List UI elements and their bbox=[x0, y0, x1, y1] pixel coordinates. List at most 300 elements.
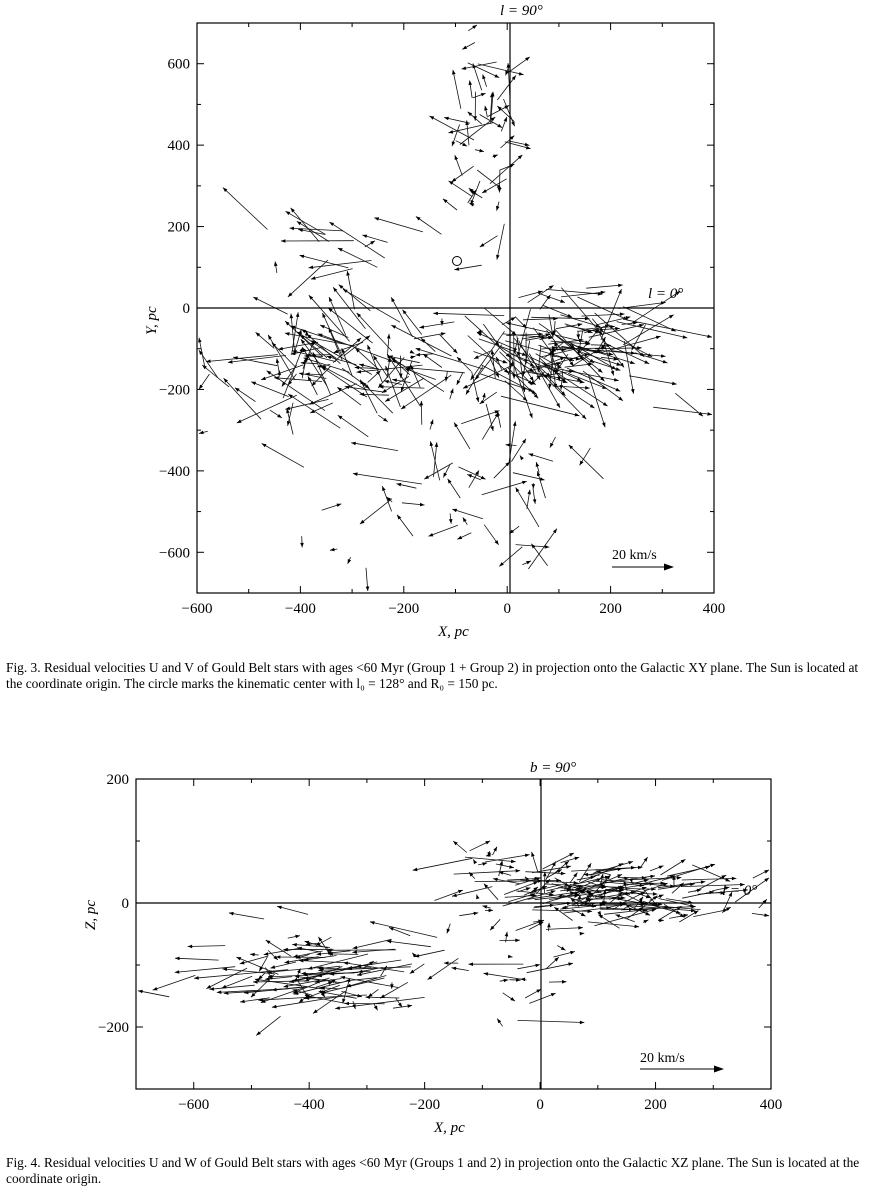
velocity-vector bbox=[223, 188, 268, 230]
velocity-arrowhead bbox=[240, 961, 245, 965]
velocity-arrowhead bbox=[318, 937, 322, 942]
velocity-vector bbox=[569, 445, 604, 479]
velocity-arrowhead bbox=[285, 960, 290, 964]
velocity-arrowhead bbox=[600, 874, 604, 879]
velocity-arrowhead bbox=[496, 206, 500, 211]
velocity-arrowhead bbox=[526, 561, 531, 565]
velocity-vector bbox=[546, 928, 583, 930]
velocity-vector bbox=[485, 309, 517, 336]
velocity-arrowhead bbox=[463, 385, 468, 389]
velocity-arrowhead bbox=[553, 529, 557, 534]
figure-4-caption bbox=[6, 1155, 868, 1187]
velocity-arrowhead bbox=[329, 222, 334, 226]
velocity-arrowhead bbox=[575, 413, 580, 417]
velocity-arrowhead bbox=[389, 927, 394, 930]
velocity-arrowhead bbox=[495, 410, 500, 413]
velocity-vector bbox=[309, 384, 356, 405]
velocity-arrowhead bbox=[240, 1000, 245, 1004]
velocity-vector bbox=[327, 950, 396, 951]
velocity-vector bbox=[475, 881, 543, 882]
velocity-vector bbox=[629, 376, 677, 384]
velocity-arrowhead bbox=[448, 479, 452, 484]
velocity-arrowhead bbox=[206, 985, 211, 989]
velocity-arrowhead bbox=[410, 970, 415, 974]
velocity-arrowhead bbox=[513, 421, 517, 426]
scale-arrowhead bbox=[714, 1066, 724, 1073]
velocity-arrowhead bbox=[504, 979, 509, 983]
velocity-arrowhead bbox=[413, 868, 418, 872]
velocity-arrowhead bbox=[516, 487, 520, 492]
velocity-vector bbox=[288, 260, 328, 297]
x-tick-labels bbox=[182, 601, 726, 617]
velocity-arrowhead bbox=[659, 895, 664, 898]
velocity-arrowhead bbox=[659, 866, 664, 869]
velocity-arrowhead bbox=[320, 325, 325, 329]
velocity-arrowhead bbox=[614, 378, 619, 382]
velocity-arrowhead bbox=[602, 422, 605, 427]
velocity-arrowhead bbox=[567, 314, 572, 317]
velocity-arrowhead bbox=[474, 912, 479, 916]
velocity-arrowhead bbox=[621, 896, 626, 900]
velocity-arrowhead bbox=[188, 945, 193, 949]
velocity-vector bbox=[188, 946, 226, 947]
x-tick-label: −600 bbox=[181, 601, 213, 617]
velocity-arrowhead bbox=[452, 509, 457, 512]
y-tick-label: 600 bbox=[167, 56, 190, 73]
velocity-arrowhead bbox=[631, 389, 635, 394]
velocity-vector bbox=[513, 473, 545, 480]
velocity-vector bbox=[283, 347, 303, 398]
velocity-arrowhead bbox=[228, 360, 233, 364]
velocity-arrowhead bbox=[374, 217, 379, 221]
fig4-text: Residual velocities U and W of Gould Belt stars with ages <60 Myr (Groups 1 and 2) in projection onto the Galactic XZ plane. The Sun is located at the coordinate origin. bbox=[6, 1155, 860, 1186]
velocity-arrowhead bbox=[504, 117, 507, 122]
kinematic-center-marker bbox=[453, 257, 462, 266]
velocity-vector bbox=[531, 317, 589, 318]
velocity-arrowhead bbox=[290, 227, 295, 231]
velocity-arrowhead bbox=[530, 363, 535, 367]
y-tick-labels bbox=[98, 772, 129, 1036]
velocity-arrowhead bbox=[681, 859, 686, 863]
velocity-arrowhead bbox=[615, 915, 620, 918]
velocity-vector bbox=[586, 285, 623, 288]
velocity-arrowhead bbox=[309, 266, 314, 270]
velocity-arrowhead bbox=[429, 533, 434, 536]
velocity-vector bbox=[229, 913, 264, 919]
velocity-arrowhead bbox=[581, 913, 586, 917]
velocity-vector bbox=[253, 981, 309, 982]
velocity-arrowhead bbox=[472, 25, 477, 29]
velocity-arrowhead bbox=[463, 517, 467, 522]
velocity-arrowhead bbox=[515, 939, 520, 943]
velocity-arrowhead bbox=[382, 389, 387, 393]
velocity-arrowhead bbox=[138, 990, 143, 994]
y-tick-label: 0 bbox=[121, 896, 129, 912]
velocity-arrowhead bbox=[443, 473, 447, 478]
velocity-arrowhead bbox=[493, 847, 497, 852]
velocity-arrowhead bbox=[522, 439, 526, 444]
velocity-arrowhead bbox=[601, 291, 606, 295]
velocity-arrowhead bbox=[370, 241, 375, 245]
velocity-arrowhead bbox=[338, 248, 343, 252]
velocity-vector bbox=[199, 350, 218, 378]
velocity-arrowhead bbox=[300, 255, 305, 259]
velocity-vector bbox=[477, 170, 501, 189]
velocity-vector bbox=[291, 208, 320, 242]
velocity-arrowhead bbox=[261, 377, 266, 380]
x-tick-label: 200 bbox=[644, 1097, 667, 1113]
velocity-arrowhead bbox=[547, 923, 551, 928]
velocity-arrowhead bbox=[253, 297, 258, 301]
velocity-vector bbox=[518, 1020, 585, 1022]
velocity-vector bbox=[224, 378, 261, 419]
velocity-arrowhead bbox=[535, 964, 540, 968]
velocity-arrowhead bbox=[522, 481, 527, 484]
velocity-arrowhead bbox=[611, 371, 614, 376]
velocity-arrowhead bbox=[620, 312, 625, 316]
velocity-arrowhead bbox=[574, 857, 579, 861]
velocity-vector bbox=[347, 271, 354, 309]
velocity-arrowhead bbox=[624, 881, 628, 886]
velocity-arrowhead bbox=[656, 336, 661, 340]
velocity-arrowhead bbox=[479, 149, 484, 153]
velocity-arrowhead bbox=[447, 929, 450, 934]
y-tick-label: −200 bbox=[159, 382, 190, 399]
velocity-arrowhead bbox=[482, 74, 485, 79]
velocity-arrowhead bbox=[764, 913, 769, 917]
velocity-vector bbox=[360, 380, 377, 414]
velocity-arrowhead bbox=[277, 414, 282, 418]
velocity-arrowhead bbox=[407, 1004, 412, 1008]
velocity-arrowhead bbox=[419, 325, 424, 329]
velocity-arrowhead bbox=[444, 961, 449, 965]
velocity-arrowhead bbox=[346, 271, 350, 276]
velocity-arrowhead bbox=[561, 872, 566, 876]
velocity-vector bbox=[338, 415, 369, 437]
velocity-arrowhead bbox=[359, 364, 364, 368]
velocity-vector bbox=[568, 373, 607, 388]
velocity-arrowhead bbox=[301, 329, 306, 333]
annotation-l0: l = 0° bbox=[722, 883, 758, 899]
velocity-vector bbox=[465, 316, 511, 358]
velocity-vector bbox=[338, 248, 378, 267]
velocity-arrowhead bbox=[482, 905, 487, 909]
velocity-vector bbox=[343, 289, 400, 322]
velocity-arrowhead bbox=[217, 990, 222, 994]
annotation-l90: l = 90° bbox=[500, 3, 543, 19]
velocity-arrowhead bbox=[489, 909, 494, 913]
velocity-arrowhead bbox=[526, 887, 531, 891]
velocity-vector bbox=[518, 309, 531, 357]
velocity-arrowhead bbox=[726, 907, 731, 911]
y-tick-labels bbox=[159, 57, 190, 562]
velocity-arrowhead bbox=[516, 869, 521, 873]
velocity-arrowhead bbox=[497, 124, 502, 128]
velocity-arrowhead bbox=[669, 315, 674, 319]
velocity-arrowhead bbox=[449, 130, 454, 134]
velocity-arrowhead bbox=[467, 474, 472, 477]
velocity-vector bbox=[268, 335, 295, 380]
annotation-b90: b = 90° bbox=[530, 760, 577, 776]
velocity-arrowhead bbox=[637, 346, 642, 350]
velocity-arrowhead bbox=[428, 976, 433, 980]
velocity-arrowhead bbox=[295, 935, 300, 939]
velocity-arrowhead bbox=[337, 504, 342, 507]
velocity-vector bbox=[460, 117, 495, 144]
velocity-arrowhead bbox=[358, 970, 363, 974]
velocity-arrowhead bbox=[346, 979, 351, 983]
velocity-arrowhead bbox=[568, 962, 573, 966]
velocity-arrowhead bbox=[366, 586, 370, 591]
velocity-arrowhead bbox=[262, 444, 267, 448]
velocity-vector bbox=[506, 323, 551, 333]
velocity-vector bbox=[416, 348, 484, 369]
velocity-arrowhead bbox=[531, 544, 535, 549]
velocity-vector bbox=[528, 529, 557, 569]
y-tick-label: 0 bbox=[182, 301, 190, 317]
velocity-arrowhead bbox=[628, 861, 633, 865]
velocity-vector bbox=[635, 353, 668, 363]
x-tick-label: 200 bbox=[599, 601, 622, 617]
velocity-arrowhead bbox=[549, 285, 554, 289]
velocity-arrowhead bbox=[316, 942, 321, 946]
velocity-vector bbox=[501, 396, 580, 416]
velocity-arrowhead bbox=[416, 348, 421, 352]
velocity-arrowhead bbox=[473, 116, 477, 121]
velocity-vector bbox=[391, 325, 451, 356]
velocity-arrowhead bbox=[481, 93, 486, 96]
velocity-vector bbox=[370, 922, 437, 938]
velocity-arrowhead bbox=[480, 243, 485, 247]
velocity-vector bbox=[253, 297, 287, 314]
velocity-arrowhead bbox=[311, 276, 316, 280]
velocity-vector bbox=[653, 407, 712, 414]
velocity-arrowhead bbox=[267, 371, 272, 375]
velocity-arrowhead bbox=[397, 515, 401, 520]
velocity-vector bbox=[497, 76, 516, 101]
velocity-arrowhead bbox=[512, 76, 516, 81]
velocity-arrowhead bbox=[348, 559, 351, 564]
velocity-vector bbox=[429, 525, 458, 536]
velocity-arrowhead bbox=[430, 420, 433, 425]
velocity-arrowhead bbox=[580, 1021, 585, 1025]
velocity-arrowhead bbox=[484, 106, 488, 111]
velocity-arrowhead bbox=[452, 178, 457, 182]
velocity-arrowhead bbox=[297, 221, 302, 225]
velocity-arrowhead bbox=[274, 261, 278, 266]
velocity-vector bbox=[288, 394, 340, 428]
velocity-arrowhead bbox=[462, 46, 467, 50]
velocity-vector bbox=[387, 941, 431, 947]
velocity-arrowhead bbox=[455, 155, 458, 160]
y-tick-label: −600 bbox=[159, 545, 190, 562]
fig3-text: Residual velocities U and V of Gould Belt stars with ages <60 Myr (Group 1 + Group 2) in projection onto the Galactic XY plane. The Sun is located at the coordinate origin. The circle marks the kinematic center with l₀ = 128° and R₀ = 150 pc. bbox=[6, 660, 859, 691]
velocity-arrowhead bbox=[175, 957, 180, 961]
velocity-vector bbox=[542, 363, 607, 406]
velocity-arrowhead bbox=[521, 978, 526, 982]
velocity-vector bbox=[202, 365, 229, 387]
velocity-arrowhead bbox=[440, 321, 444, 326]
velocity-vector bbox=[484, 973, 527, 980]
velocity-arrowhead bbox=[529, 453, 534, 456]
velocity-vector bbox=[516, 487, 539, 527]
velocity-arrowhead bbox=[367, 345, 370, 350]
velocity-arrowhead bbox=[525, 854, 530, 858]
velocity-arrowhead bbox=[505, 932, 509, 937]
x-tick-labels bbox=[178, 1097, 782, 1113]
velocity-vector bbox=[368, 345, 383, 383]
velocity-arrowhead bbox=[663, 360, 668, 363]
velocity-arrowhead bbox=[495, 413, 499, 418]
velocity-vector bbox=[210, 985, 255, 989]
velocity-arrowhead bbox=[237, 419, 242, 423]
velocity-arrowhead bbox=[533, 882, 538, 885]
velocity-arrowhead bbox=[471, 375, 475, 380]
velocity-arrowhead bbox=[701, 880, 706, 884]
velocity-vector bbox=[299, 961, 350, 964]
velocity-arrowhead bbox=[710, 864, 715, 868]
velocity-vector bbox=[499, 547, 522, 567]
velocity-arrowhead bbox=[416, 353, 421, 357]
velocity-arrowhead bbox=[497, 1019, 501, 1024]
x-tick-label: −600 bbox=[178, 1097, 210, 1113]
velocity-vector bbox=[482, 481, 527, 494]
velocity-arrowhead bbox=[410, 350, 415, 354]
velocity-arrowhead bbox=[353, 472, 358, 476]
velocity-arrowhead bbox=[510, 997, 515, 1001]
velocity-vector bbox=[482, 413, 498, 440]
x-axis-label: X, pc bbox=[438, 624, 469, 640]
velocity-arrowhead bbox=[199, 385, 203, 390]
velocity-arrowhead bbox=[424, 475, 429, 479]
velocity-vector bbox=[433, 313, 504, 315]
velocity-vectors bbox=[138, 841, 769, 1036]
velocity-arrowhead bbox=[351, 442, 356, 446]
velocity-arrowhead bbox=[450, 389, 454, 394]
velocity-arrowhead bbox=[305, 372, 310, 376]
velocity-arrowhead bbox=[493, 878, 498, 882]
velocity-arrowhead bbox=[452, 141, 455, 146]
y-axis-label: Y, pc bbox=[144, 306, 160, 335]
velocity-arrowhead bbox=[353, 946, 358, 950]
velocity-arrowhead bbox=[264, 952, 269, 956]
velocity-vector bbox=[236, 957, 278, 974]
velocity-arrowhead bbox=[330, 548, 335, 552]
velocity-arrowhead bbox=[578, 926, 583, 930]
velocity-vector bbox=[374, 218, 423, 232]
velocity-arrowhead bbox=[519, 72, 524, 76]
velocity-arrowhead bbox=[626, 316, 631, 320]
velocity-vector bbox=[357, 313, 392, 351]
velocity-vector bbox=[452, 509, 483, 519]
velocity-vector bbox=[339, 285, 371, 311]
velocity-vector bbox=[623, 315, 674, 345]
velocity-vector bbox=[222, 976, 253, 988]
x-tick-label: 400 bbox=[702, 601, 726, 617]
velocity-arrowhead bbox=[346, 984, 351, 988]
velocity-arrowhead bbox=[403, 310, 407, 315]
velocity-vector bbox=[413, 858, 473, 870]
velocity-arrowhead bbox=[362, 235, 367, 238]
velocity-arrowhead bbox=[258, 998, 263, 1002]
velocity-arrowhead bbox=[490, 426, 494, 431]
velocity-arrowhead bbox=[281, 239, 286, 243]
velocity-arrowhead bbox=[482, 862, 487, 866]
velocity-arrowhead bbox=[266, 940, 271, 944]
velocity-arrowhead bbox=[493, 155, 498, 158]
velocity-vector bbox=[454, 423, 470, 449]
velocity-vector bbox=[351, 443, 398, 451]
velocity-arrowhead bbox=[286, 211, 291, 215]
velocity-arrowhead bbox=[509, 865, 514, 869]
velocity-vector bbox=[461, 411, 499, 424]
velocity-arrowhead bbox=[397, 483, 402, 487]
velocity-arrowhead bbox=[496, 357, 499, 362]
velocity-arrowhead bbox=[449, 519, 453, 524]
velocity-vector bbox=[471, 331, 505, 380]
velocity-arrowhead bbox=[551, 993, 556, 996]
velocity-arrowhead bbox=[482, 393, 486, 398]
velocity-arrowhead bbox=[732, 877, 737, 881]
velocity-arrowhead bbox=[338, 415, 343, 419]
velocity-arrowhead bbox=[236, 957, 241, 960]
velocity-arrowhead bbox=[570, 951, 575, 955]
x-tick-label: 400 bbox=[759, 1097, 783, 1113]
velocity-arrowhead bbox=[222, 985, 227, 988]
velocity-arrowhead bbox=[650, 875, 655, 879]
velocity-arrowhead bbox=[532, 484, 536, 489]
velocity-arrowhead bbox=[573, 873, 577, 878]
velocity-arrowhead bbox=[561, 947, 566, 951]
velocity-arrowhead bbox=[495, 540, 499, 545]
velocity-arrowhead bbox=[556, 403, 560, 408]
x-tick-label: 0 bbox=[503, 601, 511, 617]
velocity-arrowhead bbox=[496, 255, 500, 260]
velocity-arrowhead bbox=[531, 852, 535, 857]
velocity-vector bbox=[353, 474, 422, 485]
velocity-vector bbox=[262, 444, 304, 468]
velocity-arrowhead bbox=[569, 853, 574, 857]
velocity-arrowhead bbox=[481, 476, 486, 480]
velocity-vector bbox=[329, 222, 384, 258]
velocity-arrowhead bbox=[462, 66, 467, 70]
velocity-vector bbox=[256, 1016, 280, 1035]
velocity-arrowhead bbox=[476, 895, 479, 900]
velocity-arrowhead bbox=[533, 499, 537, 504]
velocity-arrowhead bbox=[327, 356, 332, 360]
velocity-arrowhead bbox=[357, 973, 362, 977]
velocity-vector bbox=[360, 499, 392, 524]
velocity-arrowhead bbox=[764, 878, 769, 882]
velocity-arrowhead bbox=[566, 865, 571, 869]
velocity-arrowhead bbox=[373, 356, 377, 361]
velocity-vector bbox=[593, 862, 633, 874]
velocity-arrowhead bbox=[383, 418, 388, 422]
velocity-vector bbox=[419, 322, 454, 328]
velocity-arrowhead bbox=[550, 443, 554, 448]
velocity-vector bbox=[353, 939, 392, 948]
velocity-arrowhead bbox=[484, 972, 489, 976]
velocity-vector bbox=[261, 365, 303, 380]
velocity-vector bbox=[454, 871, 521, 875]
velocity-vector bbox=[463, 364, 514, 388]
velocity-arrowhead bbox=[551, 890, 556, 893]
x-tick-label: −400 bbox=[284, 601, 316, 617]
velocity-arrowhead bbox=[454, 267, 459, 271]
velocity-arrowhead bbox=[527, 490, 531, 495]
velocity-arrowhead bbox=[368, 993, 373, 997]
velocity-arrowhead bbox=[329, 297, 333, 302]
